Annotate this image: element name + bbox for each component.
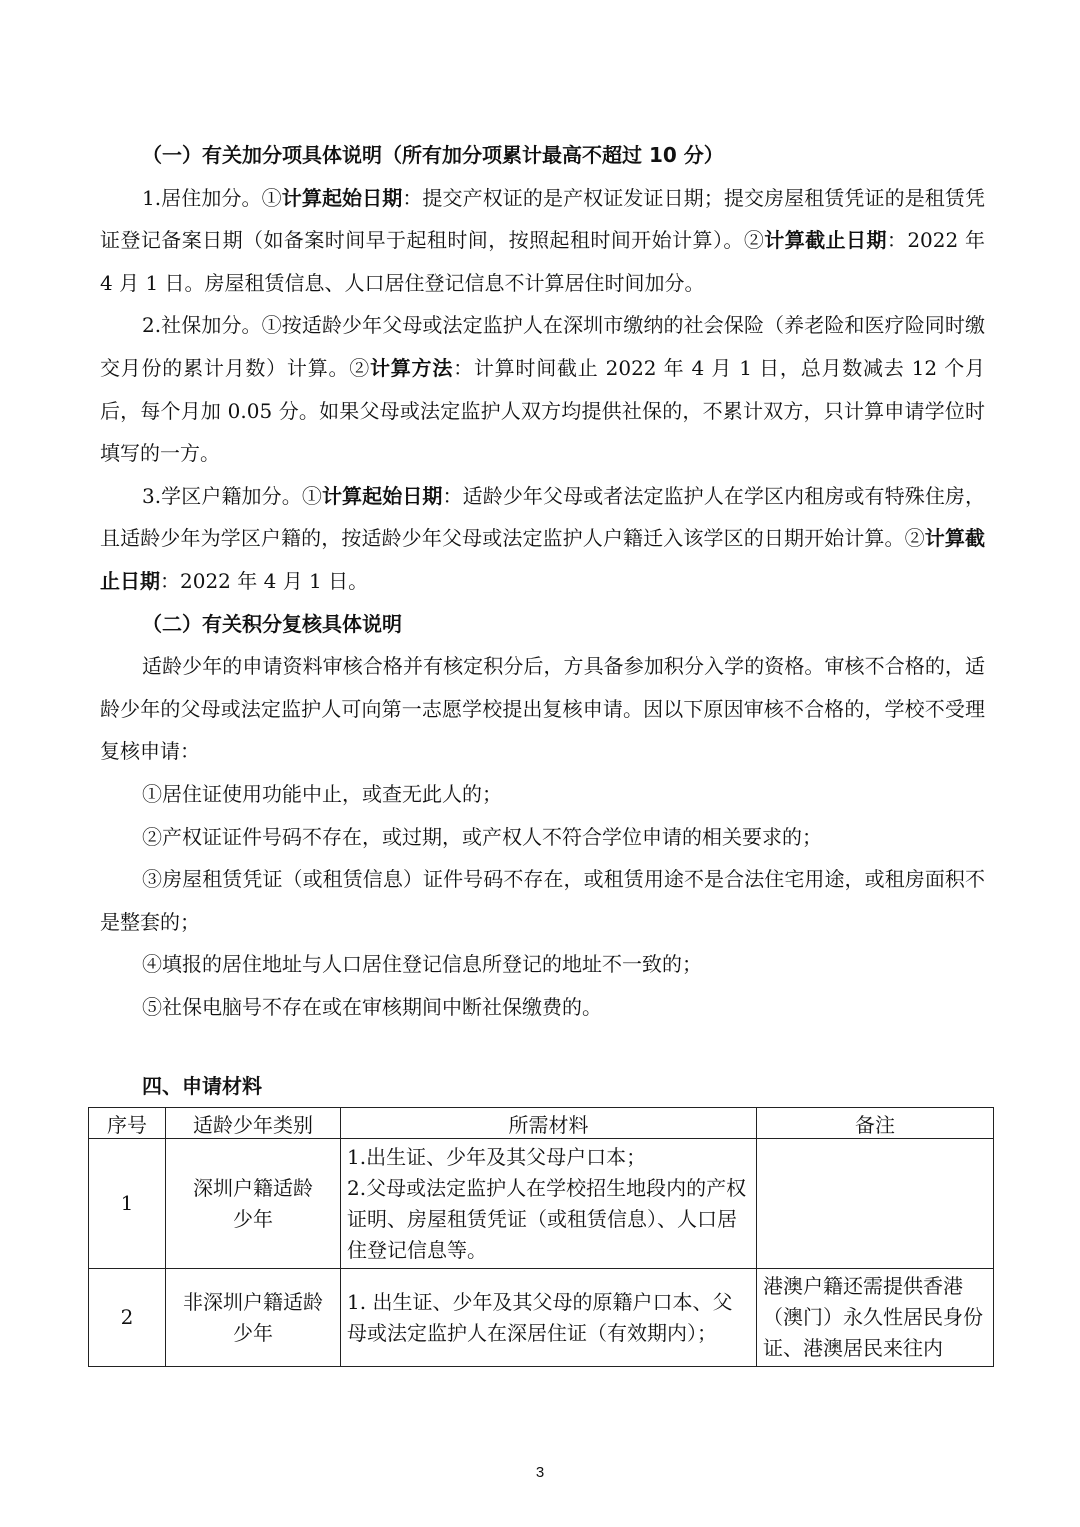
section-heading-materials: 四、申请材料 (142, 1074, 262, 1098)
text-run: ④填报的居住地址与人口居住登记信息所登记的地址不一致的； (142, 952, 702, 977)
page-number: 3 (535, 1464, 545, 1481)
bold-label: 计算截止日期 (100, 526, 986, 593)
material-item: 2.父母或法定监护人在学校招生地段内的产权证明、房屋租赁凭证（或租赁信息）、人口居住登记信息等。 (347, 1175, 747, 1262)
paragraph (100, 986, 985, 1029)
table-row (89, 1139, 994, 1269)
text-run: 2.社保加分。①按适龄少年父母或法定监护人在深圳市缴纳的社会保险（养老险和医疗险同时缴交月份的累计月数）计算。② (100, 313, 985, 380)
paragraph (100, 816, 985, 859)
cell-note: 港澳户籍还需提供香港（澳门）永久性居民身份证、港澳居民来往内 (757, 1269, 994, 1367)
material-item: 1.出生证、少年及其父母户口本； (347, 1144, 647, 1169)
paragraph (100, 645, 985, 773)
cell-no: 1 (89, 1139, 166, 1269)
text-run: ②产权证证件号码不存在，或过期，或产权人不符合学位申请的相关要求的； (142, 824, 822, 849)
text-run: 1.居住加分。① (142, 185, 282, 210)
text-run: （二）有关积分复核具体说明 (142, 611, 402, 636)
paragraph (100, 177, 985, 305)
text-run: ①居住证使用功能中止，或查无此人的； (142, 781, 502, 806)
text-run: ：2022 年 4 月 1 日。房屋租赁信息、人口居住登记信息不计算居住时间加分。 (100, 228, 986, 295)
header-no: 序号 (89, 1108, 166, 1139)
header-category: 适龄少年类别 (166, 1108, 341, 1139)
paragraph (100, 943, 985, 986)
text-run: ：2022 年 4 月 1 日。 (160, 568, 369, 593)
bold-label: 计算截止日期 (764, 228, 887, 253)
header-materials: 所需材料 (341, 1108, 757, 1139)
table-header-row (89, 1108, 994, 1139)
text-run: ：适龄少年父母或者法定监护人在学区内租房或有特殊住房，且适龄少年为学区户籍的，按适龄少年父母或法定监护人户籍迁入该学区的日期开始计算。② (100, 483, 986, 551)
cell-materials (341, 1139, 757, 1269)
document-body (100, 134, 985, 1028)
paragraph (100, 475, 985, 603)
section-heading (100, 134, 985, 177)
bold-label: 计算起始日期 (321, 483, 443, 508)
text-run: ：计算时间截止 2022 年 4 月 1 日，总月数减去 12 个月后，每个月加 0.05 分。如果父母或法定监护人双方均提供社保的，不累计双方，只计算申请学位时填写的一方。 (100, 355, 986, 466)
text-run: 适龄少年的申请资料审核合格并有核定积分后，方具备参加积分入学的资格。审核不合格的，适龄少年的父母或法定监护人可向第一志愿学校提出复核申请。因以下原因审核不合格的，学校不受理复核申请： (100, 654, 985, 764)
header-note: 备注 (757, 1108, 994, 1139)
text-run: ⑤社保电脑号不存在或在审核期间中断社保缴费的。 (142, 994, 602, 1019)
text-run: 3.学区户籍加分。① (142, 483, 322, 508)
material-item: 1. 出生证、少年及其父母的原籍户口本、父母或法定监护人在深居住证（有效期内）； (347, 1289, 733, 1345)
materials-table (88, 1107, 994, 1367)
paragraph (100, 773, 985, 816)
table-row (89, 1269, 994, 1367)
paragraph (100, 858, 985, 943)
bold-label: 计算方法 (370, 355, 454, 380)
cell-note (757, 1139, 994, 1269)
cell-category: 深圳户籍适龄少年 (166, 1139, 341, 1269)
text-run: （一）有关加分项具体说明（所有加分项累计最高不超过 10 分） (142, 143, 724, 167)
cell-materials (341, 1269, 757, 1367)
text-run: ：提交产权证的是产权证发证日期；提交房屋租赁凭证的是租赁凭证登记备案日期（如备案时间早于起租时间，按照起租时间开始计算）。② (100, 185, 985, 253)
cell-category: 非深圳户籍适龄少年 (166, 1269, 341, 1367)
text-run: ③房屋租赁凭证（或租赁信息）证件号码不存在，或租赁用途不是合法住宅用途，或租房面积不是整套的； (100, 867, 985, 934)
paragraph (100, 304, 985, 474)
bold-label: 计算起始日期 (281, 185, 403, 210)
cell-no: 2 (89, 1269, 166, 1367)
section-heading (100, 603, 985, 646)
